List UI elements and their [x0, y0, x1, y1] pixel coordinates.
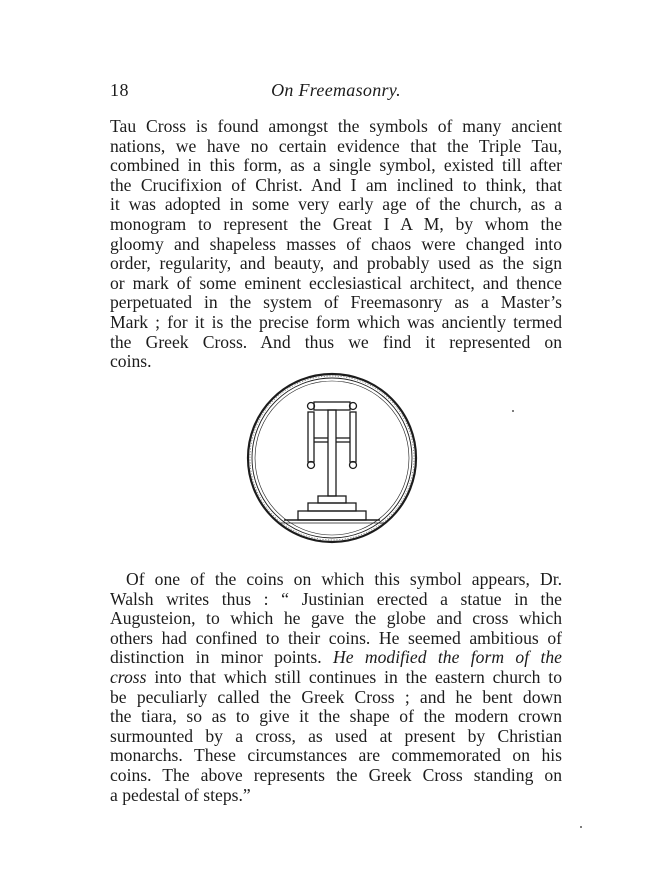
text-line: Walsh writes thus : “ Justinian erected a statue in the: [110, 588, 562, 609]
text-line: others had confined to their coins. He seemed ambitious of: [110, 627, 562, 648]
text-line: gloomy and shapeless masses of chaos were changed into: [110, 233, 562, 254]
text-line: be peculiarly called the Greek Cross ; and he bent down: [110, 686, 562, 707]
text-line: coins. The above represents the Greek Cross standing on: [110, 764, 562, 785]
text-italic-emphasis: cross: [110, 666, 147, 687]
text-line: or mark of some eminent ecclesiastical architect, and thence: [110, 272, 562, 293]
text-line: perpetuated in the system of Freemasonry as a Master’s: [110, 292, 562, 313]
text-line: the Greek Cross. And thus we find it represented on: [110, 331, 562, 352]
text-line: the tiara, so as to give it the shape of the modern crown: [110, 706, 562, 727]
text-line: the Crucifixion of Christ. And I am inclined to think, that: [110, 174, 562, 195]
text-line: a pedestal of steps.”: [110, 784, 251, 805]
paragraph-tau-cross: [110, 117, 562, 372]
text-line: surmounted by a cross, as used at present by Christian: [110, 725, 562, 746]
paragraph-walsh-quote: [110, 570, 562, 805]
text-line: combined in this form, as a single symbol, existed till after: [110, 155, 562, 176]
print-speck: [580, 826, 582, 828]
text-line-mixed: [110, 648, 562, 668]
text-line: Tau Cross is found amongst the symbols of many ancient: [110, 116, 562, 136]
coin-triple-tau-on-steps-icon: [246, 372, 418, 544]
print-speck: [512, 410, 514, 412]
text-line: Of one of the coins on which this symbol appears, Dr.: [126, 569, 562, 589]
text-roman: into that which still continues in the eastern church to: [154, 666, 562, 687]
text-line: order, regularity, and beauty, and probably used as the sign: [110, 253, 562, 274]
text-line: Augusteion, to which he gave the globe and cross which: [110, 608, 562, 629]
text-line: coins.: [110, 351, 152, 372]
text-roman: distinction in minor points.: [110, 647, 322, 668]
text-italic-emphasis: He modified the form of the: [333, 647, 562, 668]
page-number: 18: [110, 80, 129, 100]
text-line: monarchs. These circumstances are commemorated on his: [110, 745, 562, 766]
running-title: On Freemasonry.: [271, 80, 401, 100]
text-line: monogram to represent the Great I A M, by whom the: [110, 213, 562, 234]
text-line-mixed: [110, 668, 562, 688]
text-line: Mark ; for it is the precise form which was anciently termed: [110, 311, 562, 332]
text-line: it was adopted in some very early age of the church, as a: [110, 194, 562, 215]
page-header: [110, 80, 562, 106]
text-line: nations, we have no certain evidence that the Triple Tau,: [110, 135, 562, 156]
